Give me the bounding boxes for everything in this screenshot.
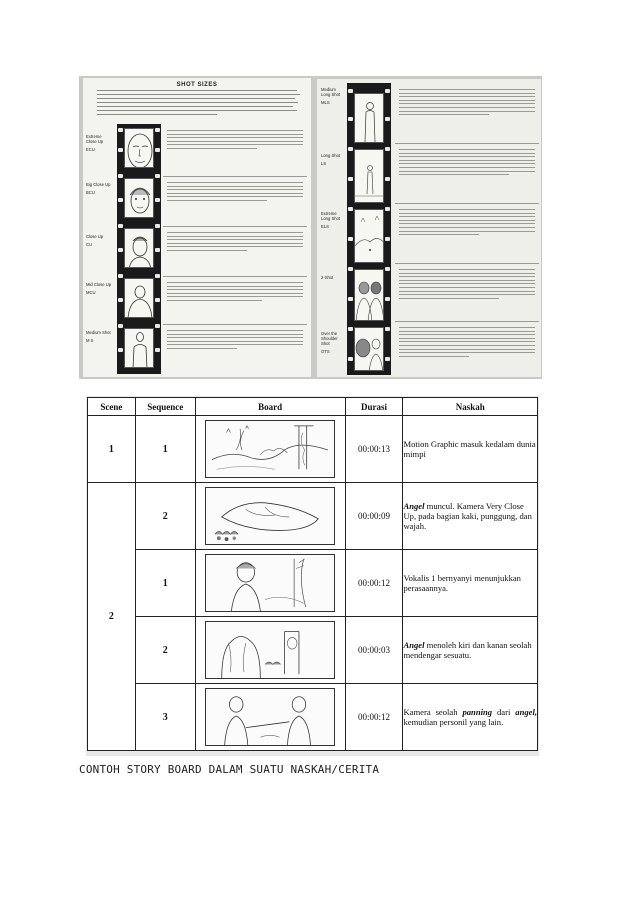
desc-ms — [167, 330, 303, 352]
table-row — [88, 416, 538, 483]
board-cell — [195, 483, 345, 550]
board-cell — [195, 416, 345, 483]
naskah-text: menoleh kiri dan kanan seolah mendengar sesuatu. — [403, 640, 532, 660]
naskah-text: Vokalis 1 bernyanyi menunjukkan perasaannya. — [403, 573, 521, 593]
shot-label-els: Extreme Long Shot ELS — [321, 211, 341, 229]
desc-mls — [399, 89, 535, 118]
shot-label-ots: Over the Shoulder Shot OTS — [321, 331, 338, 354]
frame-ecu — [124, 128, 154, 168]
shot-label-ecu: Extreme Close Up ECU — [86, 134, 104, 152]
film-strip-right — [347, 83, 391, 375]
header-naskah: Naskah — [403, 398, 538, 416]
shot-label-ls: Long Shot LS — [321, 153, 341, 166]
shot-sizes-title: SHOT SIZES — [176, 82, 218, 88]
film-strip-left — [117, 124, 161, 374]
naskah-text: kemudian personil yang lain. — [403, 717, 504, 727]
scene-cell: 1 — [88, 416, 136, 483]
table-header-row — [88, 398, 538, 416]
figure-ls-sketch — [355, 150, 384, 203]
desc-ls — [399, 149, 535, 178]
board-sketch-angel-looking — [205, 621, 335, 679]
desc-mcu — [167, 282, 303, 304]
naskah-cell — [403, 416, 538, 483]
durasi-cell: 00:00:12 — [345, 684, 403, 751]
naskah-emphasis: panning — [462, 707, 493, 717]
figure-mls-sketch — [355, 94, 384, 143]
face-ecu-sketch — [125, 129, 154, 168]
board-cell — [195, 617, 345, 684]
naskah-text: muncul. Kamera Very Close Up, pada bagian kaki, punggung, dan wajah. — [403, 501, 532, 531]
shot-label-ms: Medium Shot M S — [86, 330, 111, 343]
shot-sizes-page-right — [317, 79, 541, 377]
shot-label-mls: Medium Long Shot MLS — [321, 87, 341, 105]
board-cell — [195, 684, 345, 751]
shot-label-mcu: Mid Close Up MCU — [86, 282, 112, 295]
ots-sketch — [355, 328, 384, 371]
naskah-text: Motion Graphic masuk kedalam dunia mimpi — [403, 439, 536, 459]
sequence-cell: 1 — [135, 550, 195, 617]
shot-sizes-page-left — [83, 78, 311, 377]
desc-ots — [399, 327, 535, 359]
header-sequence: Sequence — [135, 398, 195, 416]
desc-2shot — [399, 269, 535, 301]
shot-sizes-photo — [79, 76, 542, 379]
sequence-cell: 2 — [135, 483, 195, 550]
naskah-emphasis: Angel — [403, 640, 425, 650]
naskah-emphasis-2: angel, — [515, 707, 537, 717]
shot-label-2shot: 2-Shot — [321, 275, 334, 280]
naskah-emphasis: Angel — [403, 501, 425, 511]
durasi-cell: 00:00:09 — [345, 483, 403, 550]
board-sketch-dream-world — [205, 420, 335, 478]
landscape-els-sketch — [355, 210, 384, 263]
table-row — [88, 483, 538, 550]
naskah-text-pre: Kamera seolah — [403, 707, 463, 717]
frame-ots — [354, 327, 384, 371]
header-durasi: Durasi — [345, 398, 403, 416]
board-sketch-feet-closeup — [205, 487, 335, 545]
desc-ecu — [167, 130, 303, 152]
naskah-cell — [403, 617, 538, 684]
frame-mcu — [124, 278, 154, 318]
intro-text — [97, 90, 302, 118]
two-shot-sketch — [355, 270, 384, 321]
table-row — [88, 617, 538, 684]
durasi-cell: 00:00:03 — [345, 617, 403, 684]
header-scene: Scene — [88, 398, 136, 416]
storyboard-table — [87, 397, 538, 751]
face-mcu-sketch — [125, 279, 154, 318]
table-row — [88, 550, 538, 617]
board-sketch-band-panning — [205, 688, 335, 746]
face-cu-sketch — [125, 229, 154, 268]
board-cell — [195, 550, 345, 617]
frame-ms — [124, 328, 154, 368]
naskah-cell — [403, 483, 538, 550]
caption: CONTOH STORY BOARD DALAM SUATU NASKAH/CERITA — [79, 763, 380, 776]
sequence-cell: 2 — [135, 617, 195, 684]
durasi-cell: 00:00:12 — [345, 550, 403, 617]
table-row — [88, 684, 538, 751]
shot-label-cu: Close Up CU — [86, 234, 104, 247]
header-board: Board — [195, 398, 345, 416]
sequence-cell: 1 — [135, 416, 195, 483]
frame-els — [354, 209, 384, 263]
sequence-cell: 3 — [135, 684, 195, 751]
frame-cu — [124, 228, 154, 268]
shot-label-bcu: Big Close Up BCU — [86, 182, 111, 195]
frame-ls — [354, 149, 384, 203]
frame-mls — [354, 93, 384, 143]
frame-2shot — [354, 269, 384, 321]
frame-bcu — [124, 178, 154, 218]
desc-bcu — [167, 182, 303, 204]
desc-cu — [167, 232, 303, 254]
naskah-text-mid: dari — [492, 707, 516, 717]
storyboard-image — [86, 396, 539, 756]
desc-els — [399, 209, 535, 238]
face-bcu-sketch — [125, 179, 154, 218]
board-sketch-vocalist — [205, 554, 335, 612]
durasi-cell: 00:00:13 — [345, 416, 403, 483]
naskah-cell — [403, 550, 538, 617]
scene-cell: 2 — [88, 483, 136, 751]
naskah-cell — [403, 684, 538, 751]
figure-ms-sketch — [125, 329, 154, 368]
